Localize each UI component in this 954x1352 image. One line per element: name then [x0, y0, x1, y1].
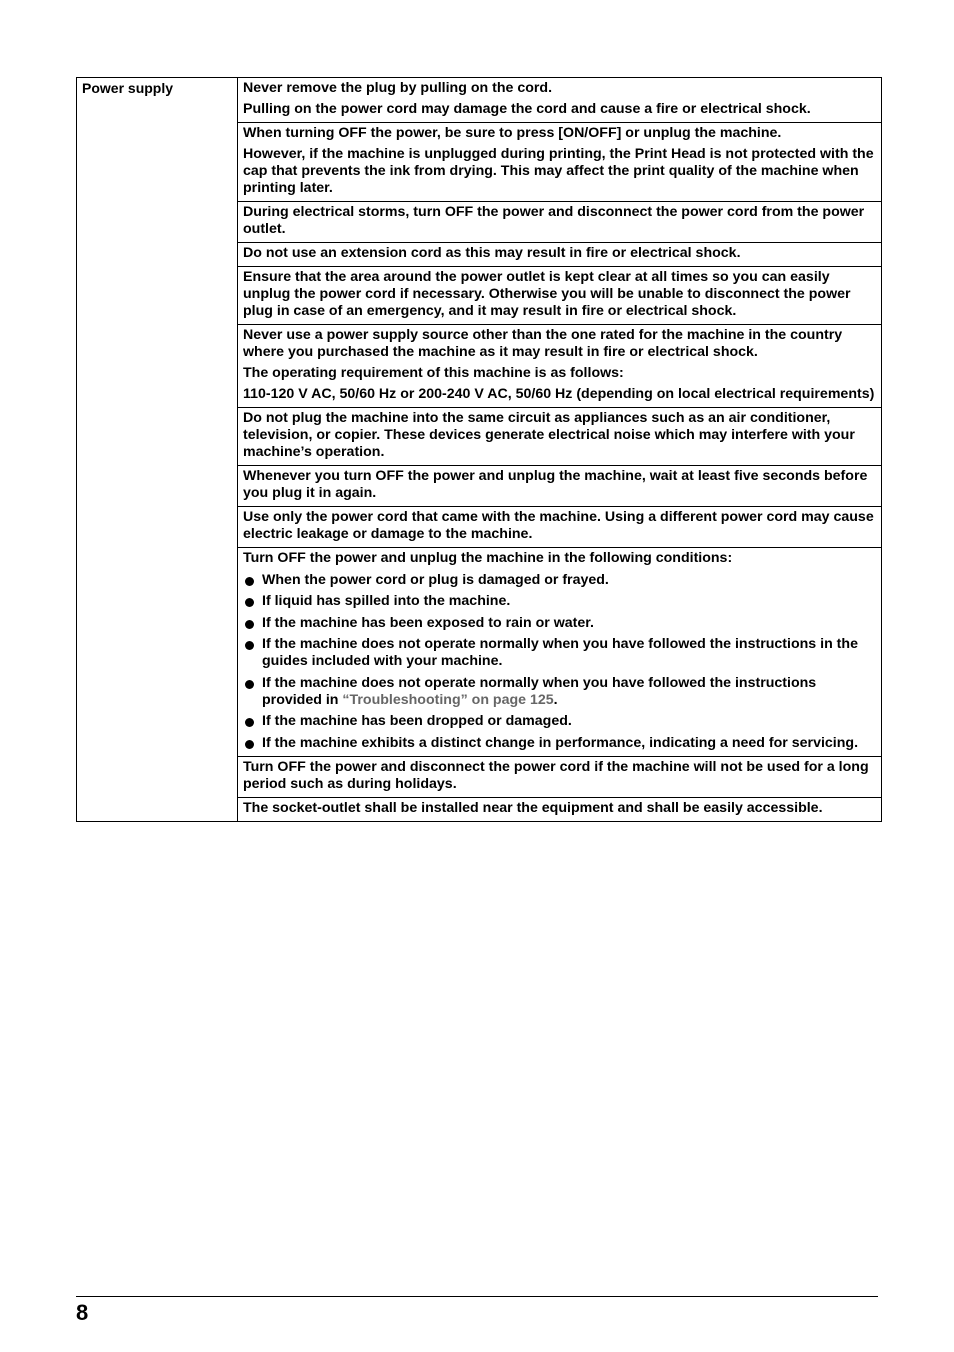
footer-divider	[76, 1296, 878, 1297]
precaution-cell	[238, 756, 882, 797]
precaution-cell	[238, 466, 882, 507]
precaution-text: During electrical storms, turn OFF the power and disconnect the power cord from the power outlet.	[243, 204, 865, 237]
precaution-text: Turn OFF the power and unplug the machine in the following conditions:	[243, 550, 733, 566]
category-label: Power supply	[82, 80, 174, 96]
troubleshooting-link[interactable]: “Troubleshooting” on page 125	[342, 691, 554, 708]
precaution-text: 110-120 V AC, 50/60 Hz or 200-240 V AC, 50/60 Hz (depending on local electrical requirements)	[243, 386, 875, 402]
precaution-cell	[238, 797, 882, 821]
precaution-text: Whenever you turn OFF the power and unplug the machine, wait at least five seconds before you plug it in again.	[243, 468, 868, 501]
precaution-text: When turning OFF the power, be sure to press [ON/OFF] or unplug the machine.	[243, 125, 782, 141]
precaution-cell	[238, 78, 882, 123]
category-cell	[77, 78, 238, 822]
list-item	[243, 675, 876, 709]
precaution-cell	[238, 123, 882, 202]
precaution-cell	[238, 325, 882, 408]
list-item-text: .	[553, 691, 558, 708]
safety-table	[76, 77, 882, 822]
page-number: 8	[76, 1300, 89, 1325]
list-item-text: If the machine does not operate normally when you have followed the instructions provided in	[262, 674, 817, 708]
table-row	[77, 78, 882, 123]
list-item: If the machine does not operate normally when you have followed the instructions in the guides included with your machine.	[243, 636, 876, 670]
precaution-text: Never use a power supply source other than the one rated for the machine in the country where you purchased the machine as it may result in fire or electrical shock.	[243, 327, 843, 360]
precaution-text: Do not plug the machine into the same circuit as appliances such as an air conditioner, television, or copier. These devices generate electrical noise which may interfere with your machine’s operation.	[243, 410, 855, 460]
conditions-list	[243, 572, 876, 752]
list-item: If liquid has spilled into the machine.	[243, 593, 876, 610]
precaution-text: Turn OFF the power and disconnect the power cord if the machine will not be used for a long period such as during holidays.	[243, 758, 869, 792]
precaution-cell	[238, 267, 882, 325]
list-item: If the machine has been dropped or damaged.	[243, 713, 876, 730]
precaution-text: Pulling on the power cord may damage the cord and cause a fire or electrical shock.	[243, 101, 811, 117]
precaution-text: The operating requirement of this machine is as follows:	[243, 365, 624, 381]
precaution-cell	[238, 548, 882, 757]
precaution-text: Use only the power cord that came with the machine. Using a different power cord may cause electric leakage or damage to the machine.	[243, 509, 874, 542]
precaution-cell	[238, 243, 882, 267]
list-item: If the machine exhibits a distinct change in performance, indicating a need for servicing.	[243, 735, 876, 752]
precaution-cell	[238, 507, 882, 548]
precaution-text: Do not use an extension cord as this may result in fire or electrical shock.	[243, 245, 741, 261]
precaution-cell	[238, 408, 882, 466]
precaution-cell	[238, 202, 882, 243]
list-item: If the machine has been exposed to rain or water.	[243, 615, 876, 632]
precaution-text: Ensure that the area around the power outlet is kept clear at all times so you can easily unplug the power cord if necessary. Otherwise you will be unable to disconnect the power plug in case of an emergency, and it may result in fire or electrical shock.	[243, 269, 851, 319]
precaution-text: The socket-outlet shall be installed near the equipment and shall be easily accessible.	[243, 799, 823, 816]
precaution-text: Never remove the plug by pulling on the cord.	[243, 80, 553, 96]
list-item: When the power cord or plug is damaged or frayed.	[243, 572, 876, 589]
precaution-text: However, if the machine is unplugged during printing, the Print Head is not protected with the cap that prevents the ink from drying. This may affect the print quality of the machine when printing later.	[243, 146, 874, 196]
